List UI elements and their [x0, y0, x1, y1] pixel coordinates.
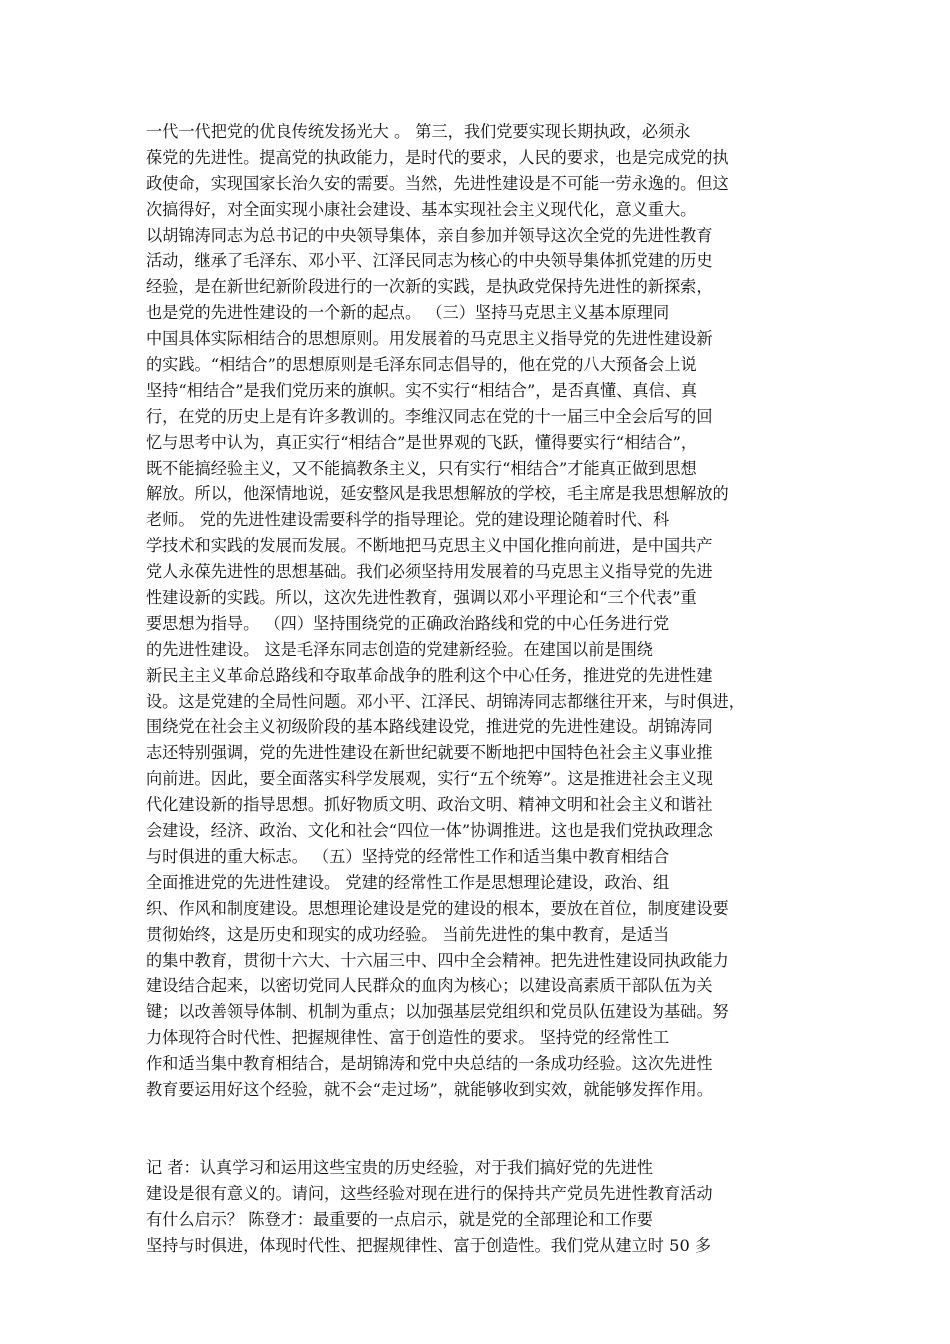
text-line: 次搞得好，对全面实现小康社会建设、基本实现社会主义现代化，意义重大。 [146, 199, 697, 219]
text-line: 忆与思考中认为，真正实行“相结合”是世界观的飞跃，懂得要实行“相结合”， [146, 432, 698, 452]
text-line: 会建设，经济、政治、文化和社会“四位一体”协调推进。这也是我们党执政理念 [146, 821, 713, 841]
text-line: 的先进性建设。 这是毛泽东同志创造的党建新经验。在建国以前是围绕 [146, 639, 653, 659]
text-line: 的集中教育，贯彻十六大、十六届三中、四中全会精神。把先进性建设同执政能力 [146, 950, 729, 970]
text-line: 解放。所以，他深情地说，延安整风是我思想解放的学校，毛主席是我思想解放的 [146, 484, 729, 504]
text-line: 既不能搞经验主义，又不能搞教条主义，只有实行“相结合”才能真正做到思想 [146, 458, 697, 478]
text-line: 学技术和实践的发展而发展。不断地把马克思主义中国化推向前进，是中国共产 [146, 536, 713, 556]
text-line: 全面推进党的先进性建设。 党建的经常性工作是思想理论建设，政治、组 [146, 872, 670, 892]
text-line: 政使命，实现国家长治久安的需要。当然，先进性建设是不可能一劳永逸的。但这 [146, 173, 729, 193]
text-line: 向前进。因此，要全面落实科学发展观，实行“五个统筹”。这是推进社会主义现 [146, 769, 713, 789]
paragraph-gap [146, 1103, 806, 1155]
text-line: 葆党的先进性。提高党的执政能力，是时代的要求，人民的要求，也是完成党的执 [146, 147, 729, 167]
text-line: 与时俱进的重大标志。 （五）坚持党的经常性工作和适当集中教育相结合 [146, 846, 670, 866]
document-page [146, 119, 806, 1258]
text-line: 建设结合起来，以密切党同人民群众的血肉为核心；以建设高素质干部队伍为关 [146, 976, 713, 996]
text-line: 活动，继承了毛泽东、邓小平、江泽民同志为核心的中央领导集体抓党建的历史 [146, 251, 713, 271]
interview-section [146, 1155, 806, 1259]
text-line: 贯彻始终，这是历史和现实的成功经验。 当前先进性的集中教育，是适当 [146, 924, 670, 944]
text-line: 志还特别强调，党的先进性建设在新世纪就要不断地把中国特色社会主义事业推 [146, 743, 713, 763]
text-line: 作和适当集中教育相结合，是胡锦涛和党中央总结的一条成功经验。这次先进性 [146, 1054, 713, 1074]
text-line: 也是党的先进性建设的一个新的起点。 （三）坚持马克思主义基本原理同 [146, 303, 670, 323]
text-line: 经验，是在新世纪新阶段进行的一次新的实践，是执政党保持先进性的新探索， [146, 277, 713, 297]
text-line: 要思想为指导。 （四）坚持围绕党的正确政治路线和党的中心任务进行党 [146, 613, 670, 633]
text-line: 中国具体实际相结合的思想原则。用发展着的马克思主义指导党的先进性建设新 [146, 329, 713, 349]
text-line: 教育要运用好这个经验，就不会“走过场”，就能够收到实效，就能够发挥作用。 [146, 1079, 713, 1099]
text-line: 键；以改善领导体制、机制为重点；以加强基层党组织和党员队伍建设为基础。努 [146, 1002, 729, 1022]
article-body [146, 119, 806, 1103]
text-line: 坚持与时俱进，体现时代性、把握规律性、富于创造性。我们党从建立时 50 多 [146, 1235, 712, 1255]
text-line: 一代一代把党的优良传统发扬光大 。 第三，我们党要实现长期执政，必须永 [146, 122, 691, 141]
text-line: 围绕党在社会主义初级阶段的基本路线建设党，推进党的先进性建设。胡锦涛同 [146, 717, 713, 737]
text-line: 有什么启示？ 陈登才：最重要的一点启示，就是党的全部理论和工作要 [146, 1209, 653, 1229]
text-line: 老师。 党的先进性建设需要科学的指导理论。党的建设理论随着时代、科 [146, 510, 670, 530]
text-line: 代化建设新的指导思想。抓好物质文明、政治文明、精神文明和社会主义和谐社 [146, 795, 713, 815]
text-line: 设。这是党建的全局性问题。邓小平、江泽民、胡锦涛同志都继往开来，与时俱进， [146, 691, 745, 711]
text-line: 以胡锦涛同志为总书记的中央领导集体，亲自参加并领导这次全党的先进性教育 [146, 225, 713, 245]
text-line: 的实践。“相结合”的思想原则是毛泽东同志倡导的，他在党的八大预备会上说 [146, 355, 697, 375]
text-line: 新民主主义革命总路线和夺取革命战争的胜利这个中心任务，推进党的先进性建 [146, 665, 713, 685]
text-line: 党人永葆先进性的思想基础。我们必须坚持用发展着的马克思主义指导党的先进 [146, 562, 713, 582]
text-line: 性建设新的实践。所以，这次先进性教育，强调以邓小平理论和“三个代表”重 [146, 588, 697, 608]
text-line: 记 者：认真学习和运用这些宝贵的历史经验，对于我们搞好党的先进性 [146, 1157, 653, 1177]
text-line: 建设是很有意义的。请问，这些经验对现在进行的保持共产党员先进性教育活动 [146, 1183, 713, 1203]
text-line: 行，在党的历史上是有许多教训的。李维汉同志在党的十一届三中全会后写的回 [146, 406, 713, 426]
text-line: 力体现符合时代性、把握规律性、富于创造性的要求。 坚持党的经常性工 [146, 1028, 670, 1048]
text-line: 织、作风和制度建设。思想理论建设是党的建设的根本，要放在首位，制度建设要 [146, 898, 729, 918]
text-line: 坚持“相结合”是我们党历来的旗帜。实不实行“相结合”，是否真懂、真信、真 [146, 380, 698, 400]
